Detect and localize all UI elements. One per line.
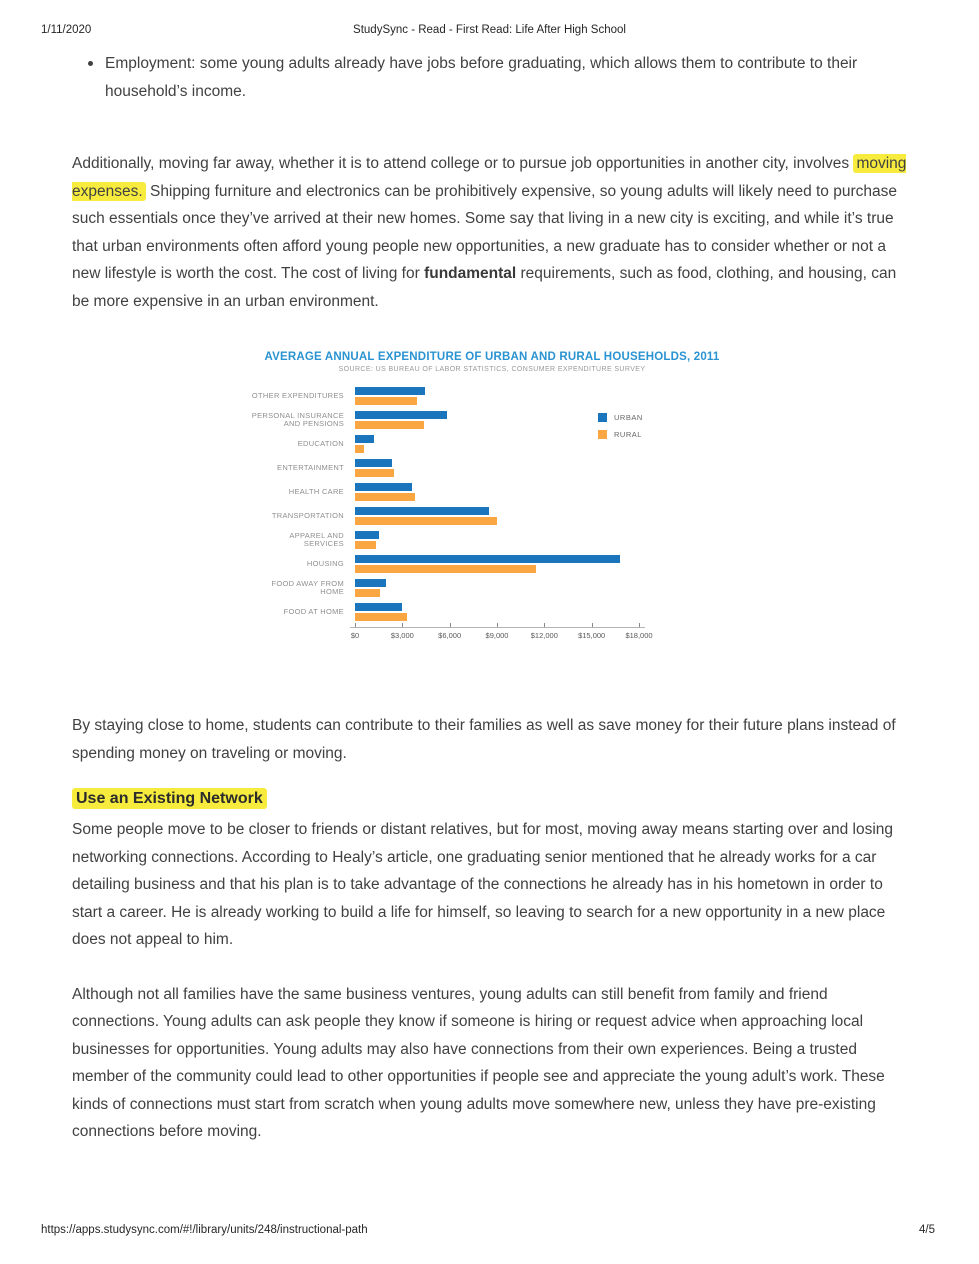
- chart-row: [250, 411, 650, 429]
- paragraph-existing-network: Some people move to be closer to friends or distant relatives, but for most, moving away means starting over and losing networking connections. According to Healy’s article, one graduating senior mentioned that he already works for a car detailing business and that his plan is to take advantage of the connections he already has in his hometown in order to start a career. He is already working to build a life for himself, so leaving to search for a new opportunity in a new place does not appeal to him.: [72, 821, 894, 948]
- legend-swatch-icon: [598, 430, 607, 439]
- chart-row: [250, 579, 650, 597]
- bar-urban-6: [355, 531, 379, 539]
- axis-tick: [355, 623, 356, 627]
- bar-urban-0: [355, 387, 425, 395]
- bar-urban-2: [355, 435, 374, 443]
- bullet-text: Employment: some young adults already have jobs before graduating, which allows them to contribute to their household’s income.: [105, 55, 858, 100]
- chart-category-label: FOOD AT HOME: [283, 606, 344, 616]
- chart-row: [250, 459, 650, 477]
- chart-bar-group: [355, 435, 639, 453]
- axis-tick-label: $3,000: [390, 631, 414, 640]
- chart-category-label: HOUSING: [306, 558, 344, 568]
- chart-bar-group: [355, 387, 639, 405]
- chart-row: [250, 603, 650, 621]
- chart-legend: [598, 413, 643, 447]
- axis-tick-label: $15,000: [578, 631, 606, 640]
- chart-row: [250, 507, 650, 525]
- bullet-dot-icon: [88, 61, 93, 66]
- axis-tick-label: $12,000: [530, 631, 558, 640]
- paragraph-family-connections: Although not all families have the same business ventures, young adults can still benefit from family and friend connections. Young adults can ask people they know if someone is hiring or request advice when approaching local businesses for opportunities. Young adults may also have connections from their own experiences. Being a trusted member of the community could lead to other opportunities if people see and appreciate the young adult’s work. These kinds of connections must start from scratch when young adults move somewhere new, unless they have pre-existing connections before moving.: [72, 985, 885, 1140]
- chart-row: [250, 555, 650, 573]
- chart-category-label: EDUCATION: [297, 438, 344, 448]
- section-heading-network: [72, 790, 912, 808]
- chart-category-label: HEALTH CARE: [288, 486, 344, 496]
- bar-rural-9: [355, 613, 407, 621]
- chart-category-label: OTHER EXPENDITURES: [251, 390, 344, 400]
- chart-bar-group: [355, 579, 639, 597]
- bar-rural-3: [355, 469, 394, 477]
- legend-label: RURAL: [614, 430, 642, 439]
- axis-tick-label: $9,000: [485, 631, 509, 640]
- page-content: [0, 50, 979, 1146]
- chart-row: [250, 435, 650, 453]
- bar-urban-7: [355, 555, 620, 563]
- axis-tick: [450, 623, 451, 627]
- bar-urban-5: [355, 507, 489, 515]
- bar-urban-9: [355, 603, 402, 611]
- highlighted-phrase-moving-expenses: moving expenses.: [72, 155, 907, 200]
- bar-urban-4: [355, 483, 412, 491]
- chart-bar-group: [355, 531, 639, 549]
- chart-axis: [350, 627, 653, 649]
- print-footer: [0, 1224, 979, 1240]
- paragraph-text: requirements, such as food, clothing, and housing, can be more expensive in an urban environment.: [72, 265, 897, 310]
- chart-plot-area: [250, 387, 653, 649]
- axis-line: [350, 627, 645, 628]
- bar-rural-0: [355, 397, 417, 405]
- bar-rural-5: [355, 517, 497, 525]
- paragraph-staying-close: By staying close to home, students can contribute to their families as well as save money for their future plans instead of spending money on traveling or moving.: [72, 717, 896, 762]
- chart-row: [250, 387, 650, 405]
- bar-urban-3: [355, 459, 392, 467]
- legend-swatch-icon: [598, 413, 607, 422]
- chart-bar-group: [355, 411, 639, 429]
- axis-tick: [639, 623, 640, 627]
- bold-term-fundamental: fundamental: [424, 265, 517, 282]
- chart-bar-group: [355, 603, 639, 621]
- axis-tick: [544, 623, 545, 627]
- chart-title: AVERAGE ANNUAL EXPENDITURE OF URBAN AND RURAL HOUSEHOLDS, 2011: [264, 351, 720, 363]
- bar-rural-8: [355, 589, 380, 597]
- axis-tick-label: $0: [350, 631, 360, 640]
- highlighted-heading: Use an Existing Network: [72, 788, 267, 809]
- axis-tick: [592, 623, 593, 627]
- page-number: 4/5: [919, 1224, 935, 1236]
- bar-rural-1: [355, 421, 424, 429]
- chart-bar-group: [355, 555, 639, 573]
- axis-tick: [497, 623, 498, 627]
- chart-category-label: TRANSPORTATION: [271, 510, 344, 520]
- axis-tick: [402, 623, 403, 627]
- legend-label: URBAN: [614, 413, 643, 422]
- bar-rural-6: [355, 541, 376, 549]
- chart-bar-group: [355, 483, 639, 501]
- chart-rows: [250, 387, 650, 621]
- chart-bar-group: [355, 459, 639, 477]
- bar-urban-1: [355, 411, 447, 419]
- legend-item-rural: [598, 430, 643, 439]
- bar-urban-8: [355, 579, 386, 587]
- chart-category-label: ENTERTAINMENT: [277, 462, 344, 472]
- print-header: [0, 24, 979, 40]
- paragraph-moving-expenses: [72, 150, 912, 315]
- paragraph-text: Shipping furniture and electronics can be prohibitively expensive, so young adults will likely need to purchase such essentials once they’ve arrived at their new homes. Some say that living in a new city is exciting, and while it’s true that urban environments often afford young people new opportunities, a new graduate has to consider whether or not a new lifestyle is worth the cost. The cost of living for: [72, 182, 897, 282]
- paragraph-text: Additionally, moving far away, whether it is to attend college or to pursue job opportunities in another city, involves: [72, 155, 854, 172]
- expenditure-bar-chart: [72, 351, 912, 649]
- axis-tick-label: $18,000: [625, 631, 653, 640]
- legend-item-urban: [598, 413, 643, 422]
- axis-tick-label: $6,000: [438, 631, 462, 640]
- chart-source: SOURCE: US BUREAU OF LABOR STATISTICS, CONSUMER EXPENDITURE SURVEY: [338, 366, 646, 373]
- document-title: StudySync - Read - First Read: Life After High School: [353, 24, 626, 36]
- bar-rural-7: [355, 565, 536, 573]
- chart-bar-group: [355, 507, 639, 525]
- chart-category-label: PERSONAL INSURANCE AND PENSIONS: [251, 410, 344, 428]
- chart-row: [250, 483, 650, 501]
- source-url: https://apps.studysync.com/#!/library/units/248/instructional-path: [41, 1224, 368, 1236]
- chart-row: [250, 531, 650, 549]
- bullet-item-employment: [72, 50, 912, 105]
- bar-rural-4: [355, 493, 415, 501]
- print-date: 1/11/2020: [41, 24, 92, 36]
- bar-rural-2: [355, 445, 364, 453]
- chart-category-label: FOOD AWAY FROM HOME: [271, 578, 344, 596]
- chart-category-label: APPAREL AND SERVICES: [289, 530, 344, 548]
